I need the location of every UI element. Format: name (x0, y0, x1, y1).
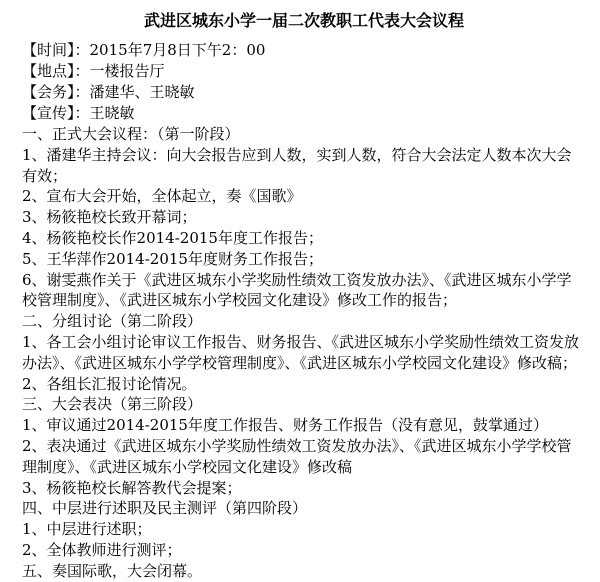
meta-location (22, 61, 586, 82)
section-heading: 三、大会表决（第三阶段） (22, 395, 203, 414)
agenda-item: 4、杨筱艳校长作2014-2015年度工作报告； (22, 228, 323, 247)
meta-publicity (22, 103, 586, 124)
meta-value: 2015年7月8日下午2：00 (89, 41, 266, 59)
agenda-item: 2、宣布大会开始，全体起立，奏《国歌》 (22, 187, 302, 206)
agenda-item: 1、各工会小组讨论审议工作报告、财务报告、《武进区城东小学奖励性绩效工资发放办法》、《武进区城东小学学校管理制度》、《武进区城东小学校园文化建设》修改稿； (22, 332, 580, 372)
agenda-item: 5、王华萍作2014-2015年度财务工作报告； (22, 249, 323, 268)
meta-label: 【宣传】： (22, 104, 90, 122)
meta-organizers (22, 82, 586, 103)
agenda-item: 2、表决通过《武进区城东小学奖励性绩效工资发放办法》、《武进区城东小学学校管理制度》、《武进区城东小学校园文化建设》修改稿 (22, 436, 572, 476)
agenda-item: 3、杨筱艳校长致开幕词； (22, 208, 197, 227)
agenda-item: 1、潘建华主持会议：向大会报告应到人数，实到人数，符合大会法定人数本次大会有效； (22, 145, 572, 185)
agenda-item: 1、中层进行述职； (22, 520, 152, 539)
meta-value: 王晓敏 (89, 104, 135, 122)
meta-label: 【地点】： (22, 62, 90, 80)
meta-value: 一楼报告厅 (89, 62, 165, 80)
meta-label: 【时间】： (22, 41, 90, 59)
section-heading: 四、中层进行述职及民主测评（第四阶段） (22, 499, 308, 518)
agenda-item: 6、谢雯燕作关于《武进区城东小学奖励性绩效工资发放办法》、《武进区城东小学学校管理制度》、《武进区城东小学校园文化建设》修改工作的报告； (22, 270, 572, 310)
agenda-item: 2、全体教师进行测评； (22, 540, 182, 559)
agenda-item: 2、各组长汇报讨论情况。 (22, 374, 197, 393)
section-heading: 二、分组讨论（第二阶段） (22, 312, 203, 331)
meta-value: 潘建华、王晓敏 (89, 83, 195, 101)
section-heading: 五、奏国际歌，大会闭幕。 (22, 561, 203, 580)
agenda-item: 1、审议通过2014-2015年度工作报告、财务工作报告（没有意见，鼓掌通过） (22, 416, 548, 435)
meta-time (22, 40, 586, 61)
meta-label: 【会务】： (22, 83, 90, 101)
agenda-item: 3、杨筱艳校长解答教代会提案； (22, 478, 242, 497)
section-heading: 一、正式大会议程：（第一阶段） (22, 125, 240, 143)
meeting-info (22, 40, 586, 124)
page-title: 武进区城东小学一届二次教职工代表大会议程 (143, 11, 464, 30)
